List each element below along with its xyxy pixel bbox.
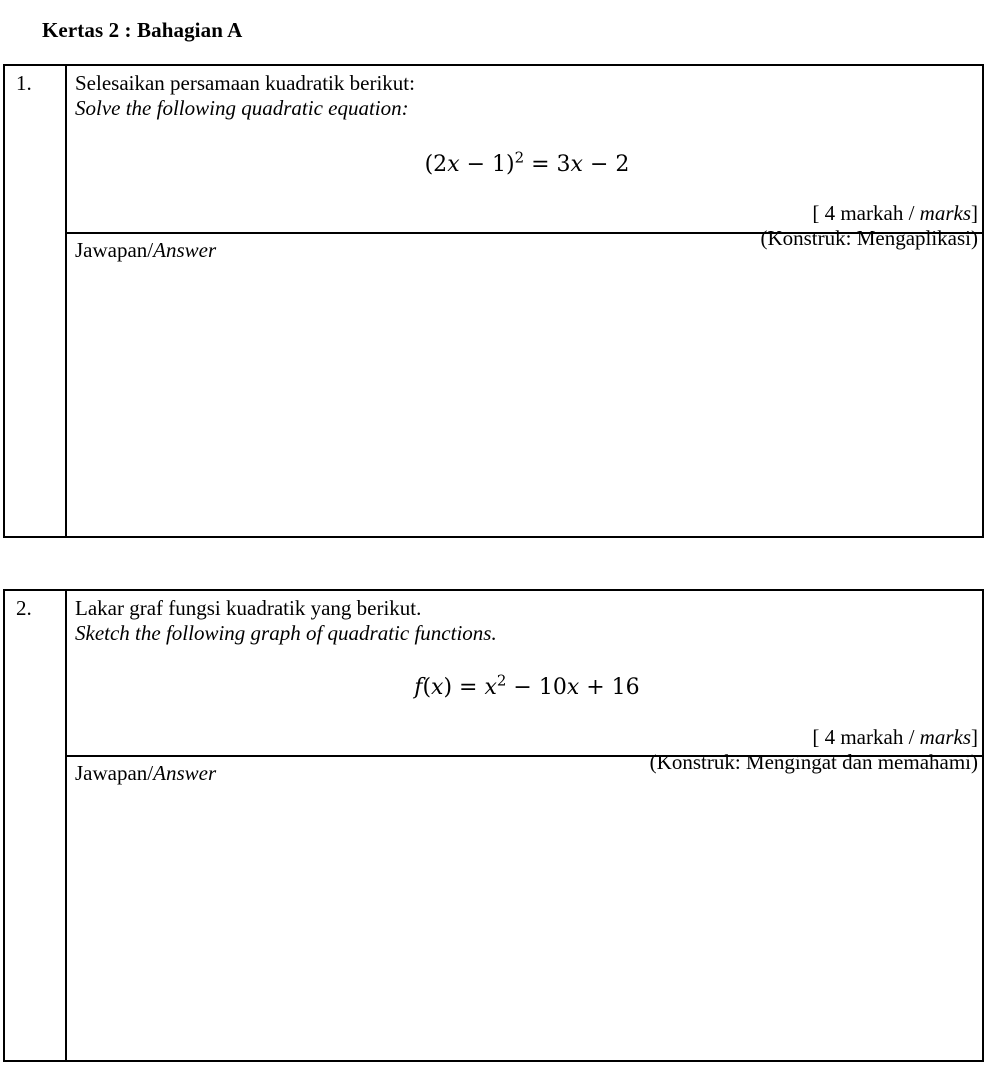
equation-relation: = 3 [524, 152, 571, 177]
marks-prefix: [ 4 markah / [812, 725, 920, 749]
equation-tail-a: − 10 [506, 675, 567, 700]
marks-allocation [75, 725, 979, 750]
equation-tail-b: + 16 [579, 675, 640, 700]
prompt-text-en: Sketch the following graph of quadratic functions. [75, 621, 497, 645]
answer-label-en: Answer [153, 238, 217, 262]
question-body-cell [67, 591, 982, 1060]
equation-lhs-mid: − 1) [459, 152, 515, 177]
question-equation [75, 671, 979, 702]
prompt-text-ms: Selesaikan persamaan kuadratik berikut: [75, 71, 415, 95]
marks-suffix: ] [971, 201, 978, 225]
question-body-cell [67, 66, 982, 536]
equation-paren-open: ( [422, 675, 432, 700]
equation-lhs-open: (2 [424, 152, 448, 177]
answer-label-en: Answer [153, 761, 217, 785]
question-number: 2. [16, 596, 32, 620]
equation-tail-variable: x [566, 675, 580, 700]
question-block-1 [3, 64, 984, 538]
equation-rhs-variable: x [570, 152, 583, 177]
question-number-cell [5, 591, 67, 1060]
construct-label: (Konstruk: Mengingat dan memahami) [649, 750, 978, 774]
construct-label: (Konstruk: Mengaplikasi) [760, 226, 978, 250]
equation-lhs-exponent: 2 [514, 148, 525, 167]
question-block-2 [3, 589, 984, 1062]
equation-term-exponent: 2 [496, 671, 507, 690]
question-equation [75, 148, 979, 179]
answer-label-ms: Jawapan/ [75, 761, 154, 785]
equation-paren-close: ) [443, 675, 453, 700]
answer-area[interactable] [67, 234, 982, 536]
marks-prefix: [ 4 markah / [812, 201, 920, 225]
prompt-text-ms: Lakar graf fungsi kuadratik yang berikut. [75, 596, 422, 620]
equation-function-variable: x [431, 675, 444, 700]
equation-function-name: f [414, 675, 423, 700]
page-title: Kertas 2 : Bahagian A [42, 18, 243, 42]
answer-label [75, 761, 979, 786]
question-number-cell [5, 66, 67, 536]
equation-relation: = [452, 675, 485, 700]
marks-allocation [75, 201, 979, 226]
answer-area[interactable] [67, 757, 982, 1060]
marks-italic-label: marks [919, 725, 971, 749]
prompt-text-en: Solve the following quadratic equation: [75, 96, 409, 120]
equation-lhs-variable: x [447, 152, 460, 177]
answer-label [75, 238, 979, 263]
answer-label-ms: Jawapan/ [75, 238, 154, 262]
question-number: 1. [16, 71, 32, 95]
marks-italic-label: marks [919, 201, 971, 225]
marks-suffix: ] [971, 725, 978, 749]
equation-term-variable: x [484, 675, 497, 700]
equation-rhs-tail: − 2 [582, 152, 630, 177]
